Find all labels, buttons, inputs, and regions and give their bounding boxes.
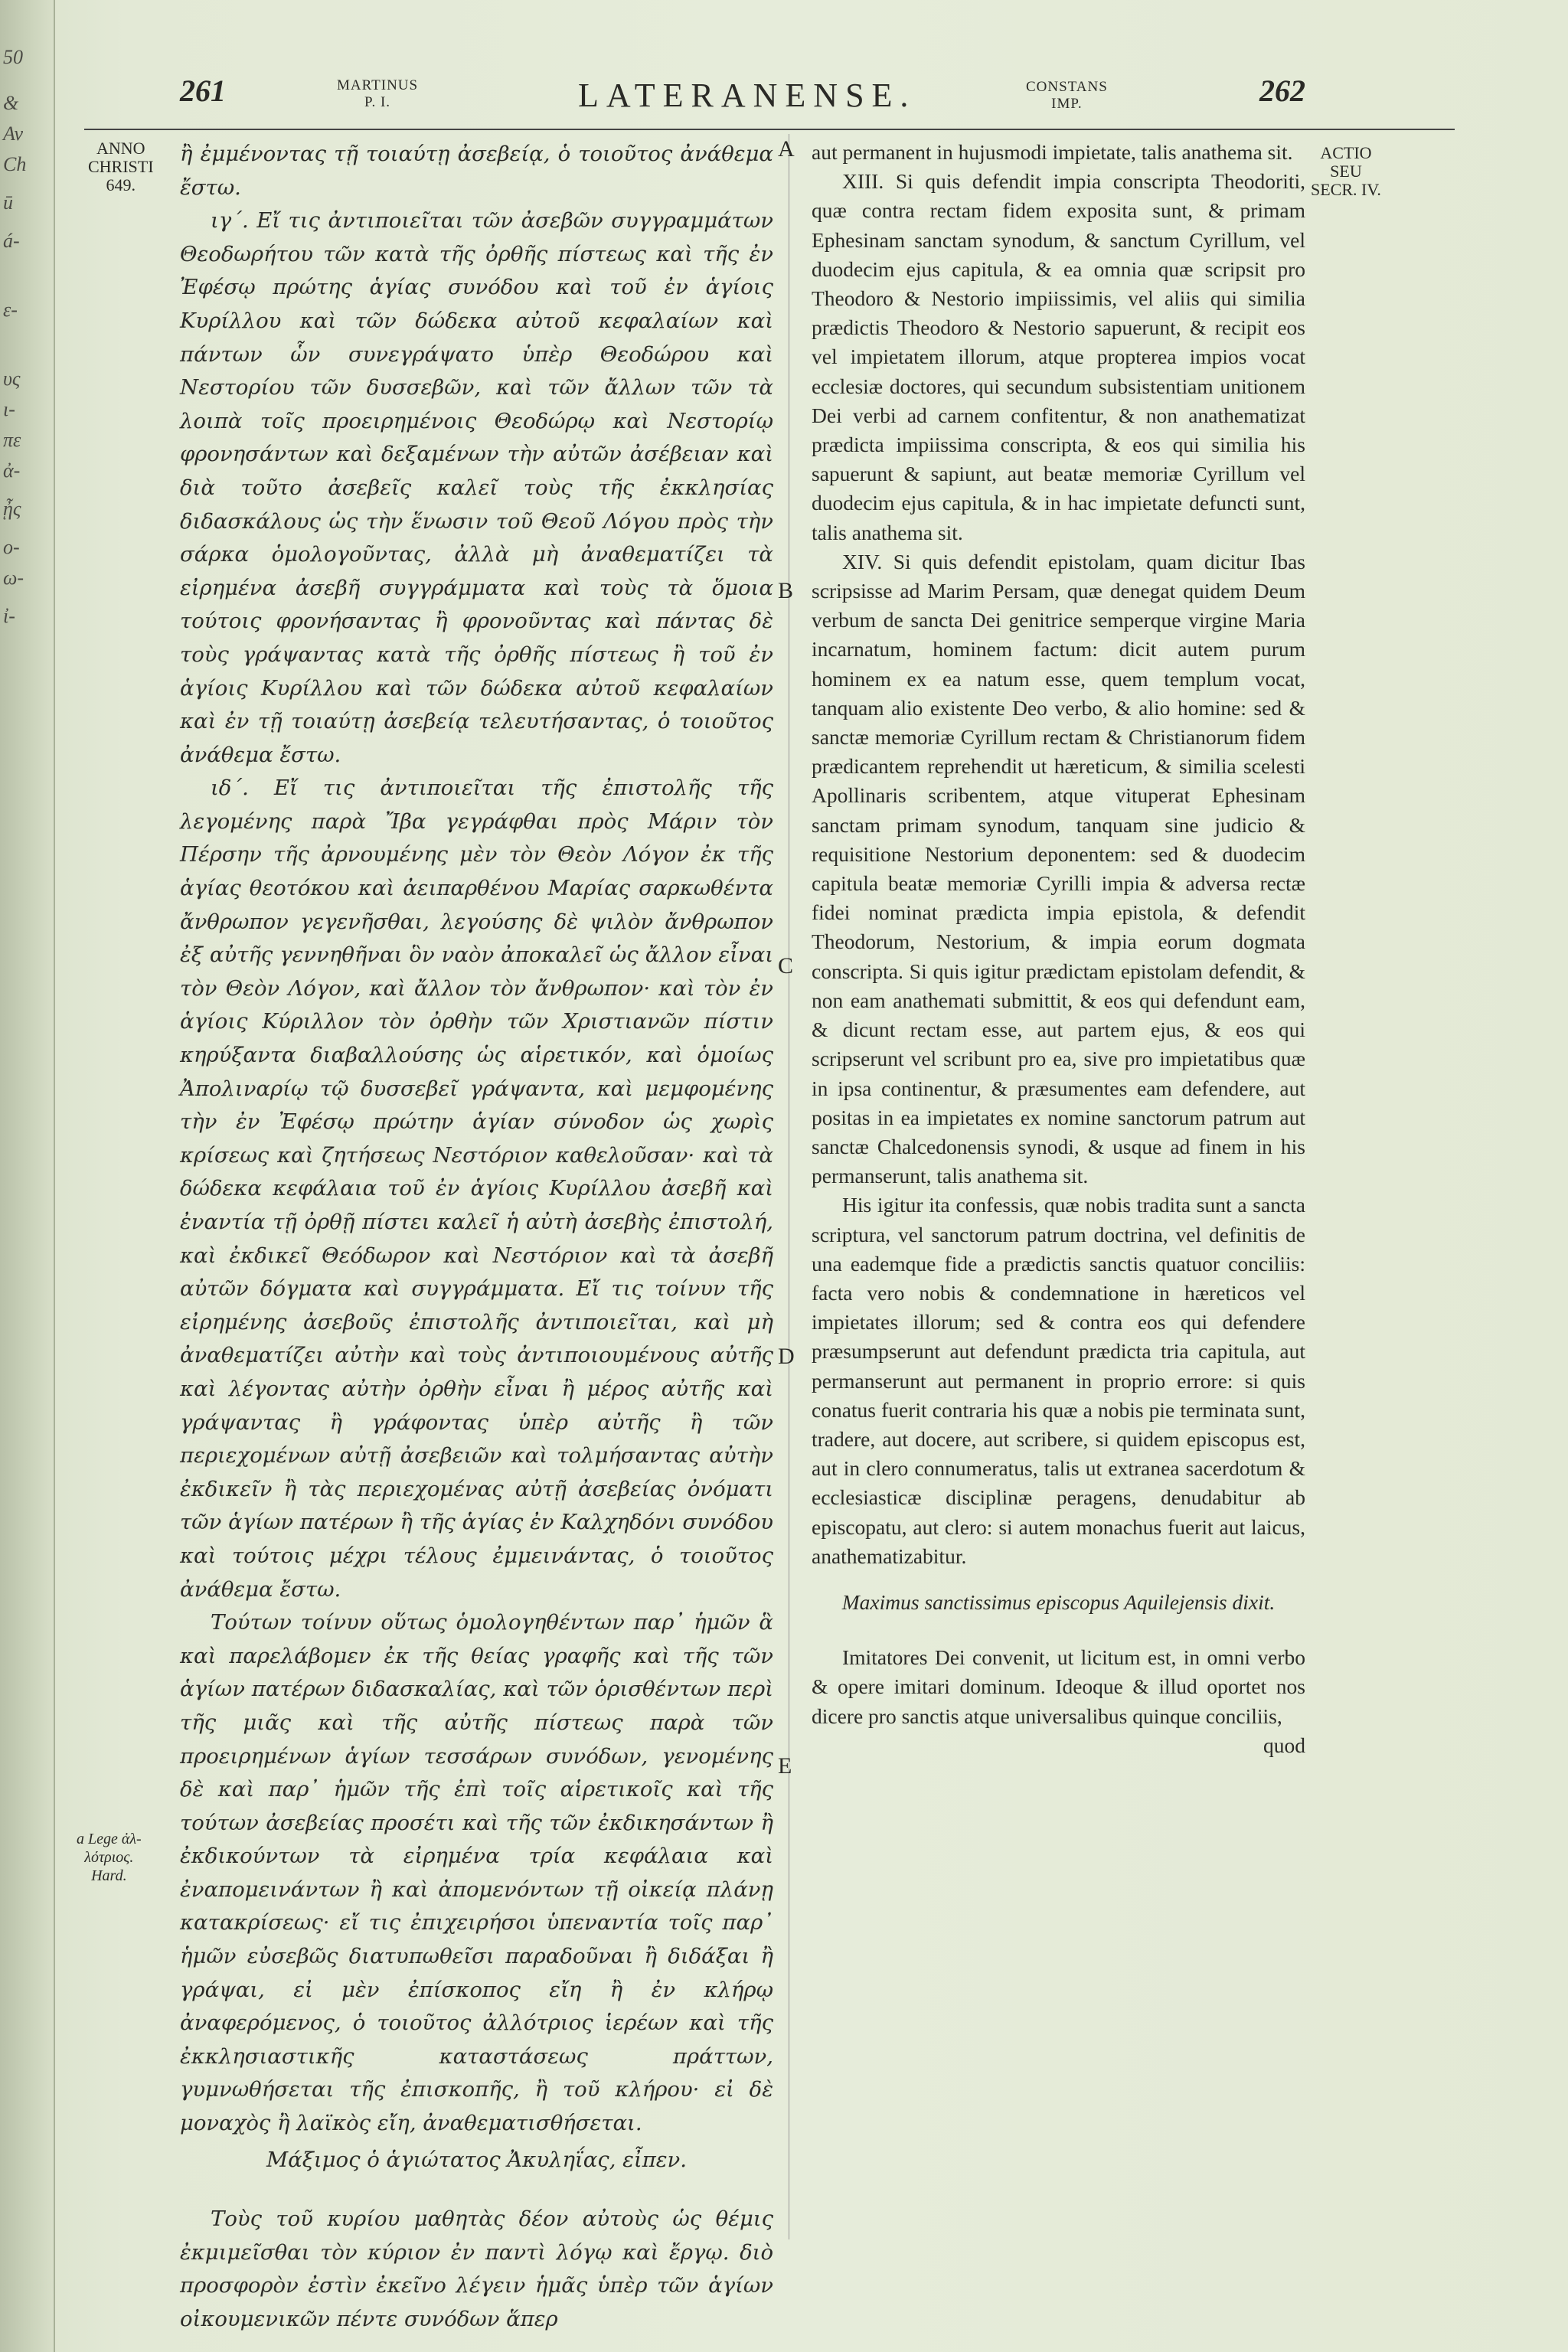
margin-line: 649. [106, 175, 136, 194]
actio-note [1311, 144, 1381, 199]
margin-line: a Lege ἀλ- [77, 1831, 142, 1847]
section-letter: E [778, 1753, 792, 1779]
margin-line: λότριος. [84, 1849, 134, 1866]
greek-maximus-speech: Τοὺς τοῦ κυρίου μαθητὰς δέον αὐτοὺς ὡς θέμις ἐκμιμεῖσθαι τὸν κύριον ἐν παντὶ λόγῳ καὶ ἔργῳ. διὸ προσφορὸν ἐστὶν ἐκεῖνο λέγειν ἡμᾶς ὑπὲρ τῶν ἁγίων οἰκουμενικῶν πέντε συνόδων ἅπερ [180, 2207, 773, 2331]
section-letter: C [778, 953, 794, 978]
greek-conclusion: Τούτων τοίνυν οὕτως ὁμολογηθέντων παρ᾽ ἡμῶν ἃ καὶ παρελάβομεν ἐκ τῆς θείας γραφῆς καὶ τῆς τῶν ἁγίων πατέρων διδασκαλίας, καὶ τῶν ὁρισθέντων περὶ τῆς μιᾶς καὶ τῆς αὐτῆς πίστεως παρὰ τῶν προειρημένων ἁγίων τεσσάρων συνόδων, γενομένης δὲ καὶ παρ᾽ ἡμῶν τῆς ἐπὶ τοῖς αἱρετικοῖς καὶ τῆς τούτων ἀσεβείας προσέτι καὶ τῆς τῶν ἐκδικησάντων ἢ ἐκδικούντων τὰ εἰρημένα τρία κεφάλαια καὶ ἐναπομεινάντων ἢ καὶ ἀπομενόντων τῇ οἰκείᾳ πλάνῃ κατακρίσεως· εἴ τις ἐπιχειρήσοι ὑπεναντία τοῖς παρ᾽ ἡμῶν εὐσεβῶς διατυπωθεῖσι παραδοῦναι ἢ διδάξαι ἢ γράψαι, εἰ μὲν ἐπίσκοπος εἴη ἢ ἐν κλήρῳ ἀναφερόμενος, ὁ τοιοῦτος ἀλλότριος ἱερέων καὶ τῆς ἐκκλησιαστικῆς καταστάσεως πράττων, γυμνωθήσεται τῆς ἐπισκοπῆς, ἢ τοῦ κλήρου· εἰ δὲ μοναχὸς ἢ λαϊκὸς εἴη, ἀναθεματισθήσεται. [180, 1610, 773, 2136]
latin-canon-13: XIII. Si quis defendit impia conscripta Theodoriti, quæ contra rectam fidem exposita sunt, & primam Ephesinam sanctam synodum, & sanctum Cyrillum, vel duodecim ejus capitula, & ea omnia quæ scripsit pro Theodoro & Nestorio impiissimis, vel aliis qui similia prædictis Theodoro & Nestorio sapuerunt, & recipit eos vel impietatem illorum, atque propterea impios vocat ecclesiæ doctores, qui secundum subsistentiam unitionem Dei verbi ad carnem confitentur, & non anathematizat prædicta impiissima conscripta, & eos qui similia his sapuerunt & sapiunt, aut beatæ memoriæ Cyrillum vel duodecim ejus capitula, & in hac impietate defuncti sunt, talis anathema sit. [812, 169, 1305, 544]
gutter-text: υς [3, 368, 21, 390]
left-header-line: MARTINUS [337, 77, 419, 93]
header-rule [84, 129, 1455, 130]
gutter-text: ι- [3, 398, 15, 420]
greek-canon-13: ιγ΄. Εἴ τις ἀντιποιεῖται τῶν ἀσεβῶν συγγραμμάτων Θεοδωρήτου τῶν κατὰ τῆς ὀρθῆς πίστεως καὶ τῆς ἐν Ἐφέσῳ πρώτης ἁγίας συνόδου καὶ τοῦ ἐν ἁγίοις Κυρίλλου καὶ τῶν δώδεκα αὐτοῦ κεφαλαίων καὶ πάντων ὧν συνεγράψατο ὑπὲρ Θεοδώρου καὶ Νεστορίου τῶν δυσσεβῶν, καὶ τῶν ἄλλων τῶν τὰ λοιπὰ τοῖς προειρημένοις Θεοδώρῳ καὶ Νεστορίῳ φρονησάντων καὶ δεξαμένων τὴν αὐτῶν ἀσέβειαν καὶ διὰ τοῦτο ἀσεβεῖς καλεῖ τοὺς τῆς ἐκκλησίας διδασκάλους ὡς τὴν ἕνωσιν τοῦ Θεοῦ Λόγου πρὸς τὴν σάρκα ὁμολογοῦντας, ἀλλὰ μὴ ἀναθεματίζει τὰ εἰρημένα ἀσεβῆ συγγράμματα καὶ τοὺς τὰ ὅμοια τούτοις φρονήσαντας ἢ φρονοῦντας καὶ πάντας δὲ τοὺς γράψαντας κατὰ τῆς ὀρθῆς πίστεως ἢ τοῦ ἐν ἁγίοις Κυρίλλου καὶ τῶν δώδεκα αὐτοῦ κεφαλαίων καὶ ἐν τῇ τοιαύτῃ ἀσεβείᾳ τελευτήσαντας, ὁ τοιοῦτος ἀνάθεμα ἔστω. [180, 208, 773, 767]
section-letter: B [778, 578, 794, 603]
right-page-number: 262 [1259, 74, 1305, 108]
margin-line: ACTIO [1320, 143, 1372, 162]
right-header-line: IMP. [1051, 96, 1083, 112]
gutter-text: ū [3, 191, 13, 214]
left-page-number: 261 [180, 74, 226, 108]
right-header-line: CONSTANS [1026, 79, 1108, 95]
column-divider [789, 134, 790, 2239]
left-header-small [337, 77, 418, 111]
gutter-text: á- [3, 230, 20, 252]
latin-canon-14: XIV. Si quis defendit epistolam, quam dicitur Ibas scripsisse ad Marim Persam, quæ denegat quidem Deum verbum de sancta Dei genitrice semperque virgine Maria incarnatum, hominem factum: dicit autem purum hominem ex ea natum esse, quem templum vocat, tanquam alio existente Deo verbo, & alio homine: sed & sanctæ memoriæ Cyrillum rectam & Christianorum fidem prædicantem reprehendit ut hæreticum, & similia scelesti Apollinaris scribentem, atque vituperat Ephesinam sanctam primam synodum, tanquam sine judicio & requisitione Nestorium deponentem: sed & duodecim capitula beatæ memoriæ Cyrilli impia & adversa rectæ fidei nominat prædicta impia epistola, & defendit Theodorum, Nestorium, & impia eorum dogmata conscripta. Si quis igitur prædictam epistolam defendit, & non eam anathemati submittit, & eos qui defendunt eam, & dicunt rectam esse, aut partem ejus, & eos qui scripserunt vel scribunt pro ea, sive pro impietatibus quæ in ipsa continentur, & præsumentes eam defendere, aut positas in ea impietates ex nomine sanctorum patrum aut sanctæ Chalcedonensis synodi, & usque ad finem in his permanserunt, talis anathema sit. [812, 549, 1305, 1188]
margin-line: ANNO [96, 139, 145, 158]
gutter-text: ω- [3, 567, 24, 589]
gutter-text: ἀ- [3, 459, 21, 482]
anno-christi-note [88, 139, 154, 194]
gutter-text: Ch [3, 153, 27, 175]
gutter-text: Αν [3, 122, 23, 145]
right-header-small [1026, 79, 1108, 113]
catchword: quod [1263, 1733, 1305, 1757]
margin-line: SECR. IV. [1311, 180, 1381, 199]
lege-footnote [77, 1830, 142, 1885]
left-header-line: P. I. [364, 94, 391, 110]
latin-maximus-speech: Imitatores Dei convenit, ut licitum est, in omni verbo & opere imitari dominum. Ideoque & illud oportet nos dicere pro sanctis atque universalibus quinque conciliis, [812, 1645, 1305, 1728]
running-header [180, 73, 1305, 126]
gutter-text: ᾖς [3, 498, 21, 520]
greek-intro: ἢ ἐμμένοντας τῇ τοιαύτῃ ἀσεβείᾳ, ὁ τοιοῦτος ἀνάθεμα ἔστω. [180, 142, 773, 200]
margin-line: Hard. [91, 1867, 127, 1884]
greek-speaker-heading: Μάξιμος ὁ ἁγιώτατος Ἀκυληΐας, εἶπεν. [266, 2147, 688, 2172]
gutter-text: ἰ- [3, 605, 15, 627]
margin-line: CHRISTI [88, 157, 154, 176]
latin-column [812, 138, 1305, 1760]
section-letter: A [778, 136, 795, 162]
section-letter: D [778, 1344, 795, 1369]
latin-speaker-heading: Maximus sanctissimus episcopus Aquilejensis dixit. [841, 1589, 1276, 1614]
facing-page-edge [0, 0, 55, 2352]
gutter-text: ε- [3, 299, 18, 321]
gutter-text: πε [3, 429, 21, 451]
greek-column [180, 138, 773, 2337]
margin-line: SEU [1330, 162, 1362, 181]
latin-conclusion: His igitur ita confessis, quæ nobis tradita sunt a sancta scriptura, vel sanctorum patrum doctrina, vel definitis de una eademque fide a prædictis sanctis quatuor conciliis: facta vero nobis & condemnatione in hæreticos vel impietates illorum; sed & contra eos qui defendere præsumpserunt aut defendunt prædicta tria capitula, aut permanserunt aut permanent in proprio errore: si quis conatus fuerit contraria his quæ a nobis pie terminata sunt, tradere, aut docere, aut scribere, si quidem episcopus est, aut in clero connumeratus, talis ut extranea sacerdotum & ecclesiasticæ disciplinæ peragens, denudabitur ab episcopatu, aut clero: si autem monachus fuerit aut laicus, anathematizabitur. [812, 1193, 1305, 1568]
gutter-text: ο- [3, 536, 20, 558]
page-title: LATERANENSE. [578, 77, 916, 114]
gutter-text: 50 [3, 46, 23, 68]
gutter-text: & [3, 92, 19, 114]
greek-canon-14: ιδ΄. Εἴ τις ἀντιποιεῖται τῆς ἐπιστολῆς τῆς λεγομένης παρὰ Ἴβα γεγράφθαι πρὸς Μάριν τὸν Πέρσην τῆς ἀρνουμένης μὲν τὸν Θεὸν Λόγον ἐκ τῆς ἁγίας θεοτόκου καὶ ἀειπαρθένου Μαρίας σαρκωθέντα ἄνθρωπον γεγενῆσθαι, λεγούσης δὲ ψιλὸν ἄνθρωπον ἐξ αὐτῆς γεννηθῆναι ὃν ναὸν ἀποκαλεῖ ὡς ἄλλον εἶναι τὸν Θεὸν Λόγον, καὶ ἄλλον τὸν ἄνθρωπον· καὶ τὸν ἐν ἁγίοις Κύριλλον τὸν ὀρθὴν τῶν Χριστιανῶν πίστιν κηρύξαντα διαβαλλούσης ὡς αἱρετικόν, καὶ ὁμοίως Ἀπολιναρίῳ τῷ δυσσεβεῖ γράψαντα, καὶ μεμφομένης τὴν ἐν Ἐφέσῳ πρώτην ἁγίαν σύνοδον ὡς χωρὶς κρίσεως καὶ ζητήσεως Νεστόριον καθελοῦσαν· καὶ τὰ δώδεκα κεφάλαια τοῦ ἐν ἁγίοις Κυρίλλου ἀσεβῆ καὶ ἐναντία τῇ ὀρθῇ πίστει καλεῖ ἡ αὐτὴ ἀσεβὴς ἐπιστολή, καὶ ἐκδικεῖ Θεόδωρον καὶ Νεστόριον καὶ τὰ ἀσεβῆ αὐτῶν δόγματα καὶ συγγράμματα. Εἴ τις τοίνυν τῆς εἰρημένης ἀσεβοῦς ἐπιστολῆς ἀντιποιεῖται, καὶ μὴ ἀναθεματίζει αὐτὴν καὶ τοὺς ἀντιποιουμένους αὐτῆς καὶ λέγοντας αὐτὴν ὀρθὴν εἶναι ἢ μέρος αὐτῆς καὶ γράψαντας ἢ γράφοντας ὑπὲρ αὐτῆς ἢ τῶν περιεχομένων αὐτῇ ἀσεβειῶν καὶ τολμήσαντας αὐτὴν ἐκδικεῖν ἢ τὰς περιεχομένας αὐτῇ ἀσεβείας ὀνόματι τῶν ἁγίων πατέρων ἢ τῆς ἁγίας ἐν Καλχηδόνι συνόδου καὶ τούτοις μέχρι τέλους ἐμμεινάντας, ὁ τοιοῦτος ἀνάθεμα ἔστω. [180, 776, 773, 1602]
latin-intro: aut permanent in hujusmodi impietate, talis anathema sit. [812, 140, 1293, 164]
